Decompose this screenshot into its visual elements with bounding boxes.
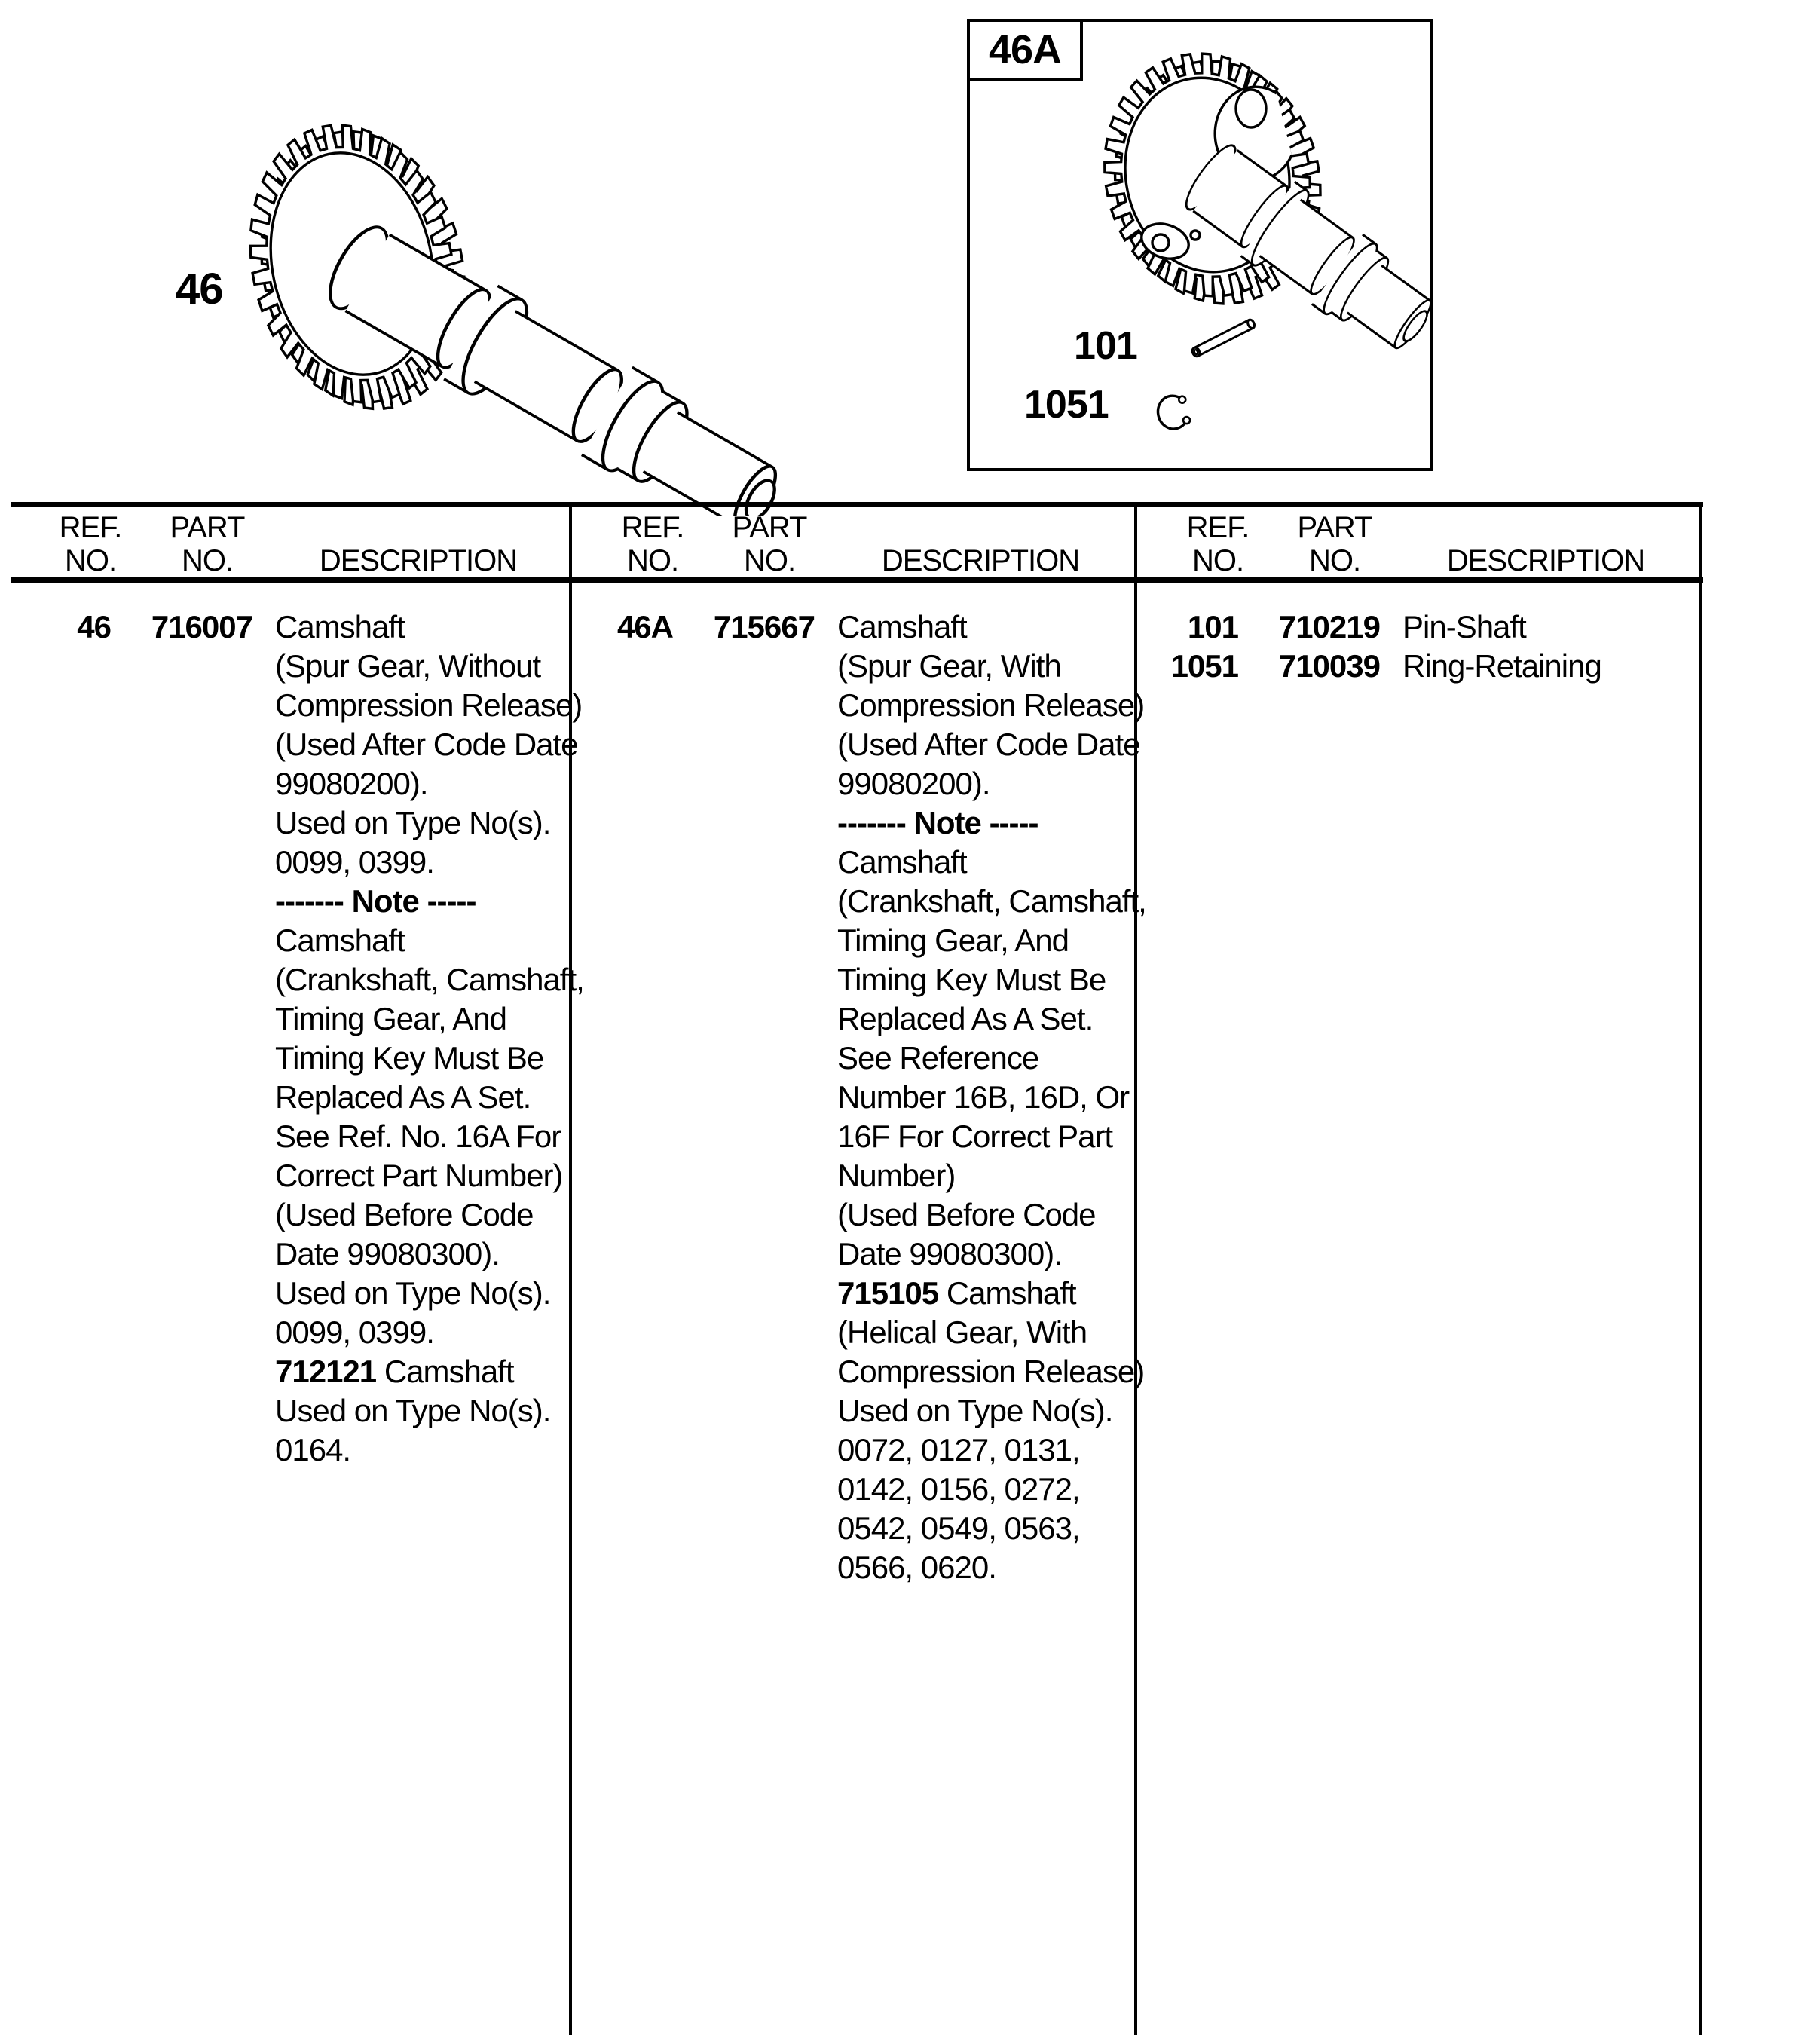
parts-column-2: [574, 607, 1146, 1587]
description-line: Replaced As A Set.: [275, 1079, 531, 1115]
header-part-line1: PART: [732, 511, 807, 544]
part-no-cell: 715667: [713, 609, 815, 644]
description-line: 99080200).: [837, 766, 990, 801]
description-line: (Spur Gear, Without: [275, 648, 541, 684]
description-line: 0542, 0549, 0563,: [837, 1510, 1080, 1546]
figure-46a-label-text: 46A: [988, 27, 1062, 72]
header-ref-line2: NO.: [64, 544, 117, 577]
description-line: 712121 Camshaft: [275, 1354, 514, 1389]
description-line: 715105 Camshaft: [837, 1275, 1076, 1311]
table-header-col3: [1139, 511, 1698, 579]
parts-column-1: [11, 607, 584, 1470]
description-line: (Used After Code Date: [275, 727, 578, 762]
description-line: (Used After Code Date: [837, 727, 1140, 762]
description-line: 99080200).: [275, 766, 428, 801]
description-line: Timing Gear, And: [837, 923, 1069, 958]
description-line: 0072, 0127, 0131,: [837, 1432, 1080, 1467]
ref-no-cell: 46A: [616, 609, 673, 644]
description-line: Compression Release): [275, 687, 583, 723]
header-description: DESCRIPTION: [881, 544, 1080, 577]
header-description: DESCRIPTION: [1446, 544, 1645, 577]
description-line: Date 99080300).: [275, 1236, 500, 1271]
retaining-ring-icon: [1155, 393, 1191, 431]
description-line: ------- Note -----: [275, 883, 476, 919]
figure-46a-label: [970, 22, 1083, 81]
description-line: 0099, 0399.: [275, 1314, 434, 1350]
ring-1051-callout: 1051: [1024, 383, 1109, 427]
description-line: Pin-Shaft: [1402, 609, 1526, 644]
ref-no-cell: 1051: [1170, 648, 1238, 684]
ref-no-cell: 46: [77, 609, 111, 644]
description-line: 0164.: [275, 1432, 351, 1467]
header-part-no: [1283, 511, 1386, 577]
table-row: [1139, 607, 1698, 647]
description-line: (Used Before Code: [837, 1197, 1096, 1232]
description-cell: [275, 607, 584, 1470]
description-line: ------- Note -----: [837, 805, 1038, 840]
parts-column-3: [1139, 607, 1698, 686]
figure-46a-inset-box: [967, 19, 1433, 471]
description-line: Camshaft: [837, 609, 967, 644]
description-line: 16F For Correct Part: [837, 1118, 1113, 1154]
header-ref-line1: REF.: [621, 511, 684, 544]
header-ref-no: [45, 511, 136, 577]
description-line: Ring-Retaining: [1402, 648, 1601, 684]
description-line: (Crankshaft, Camshaft,: [837, 883, 1146, 919]
header-part-line2: NO.: [743, 544, 796, 577]
part-no-cell: 710039: [1278, 648, 1380, 684]
table-header-col1: [11, 511, 570, 579]
description-line: Used on Type No(s).: [837, 1393, 1113, 1428]
pin-101-callout: 101: [1074, 324, 1137, 368]
description-line: 0099, 0399.: [275, 844, 434, 880]
header-ref-line2: NO.: [626, 544, 679, 577]
header-description: DESCRIPTION: [319, 544, 518, 577]
description-line: Used on Type No(s).: [275, 1275, 551, 1311]
header-ref-line2: NO.: [1191, 544, 1244, 577]
description-cell: [1402, 607, 1526, 647]
header-ref-line1: REF.: [1186, 511, 1250, 544]
table-row: [574, 607, 1146, 1587]
description-line: 0566, 0620.: [837, 1550, 996, 1585]
description-line: Date 99080300).: [837, 1236, 1062, 1271]
description-line: Used on Type No(s).: [275, 805, 551, 840]
description-line: Camshaft: [275, 609, 405, 644]
description-line: Used on Type No(s).: [275, 1393, 551, 1428]
description-line: Number): [837, 1158, 956, 1193]
table-top-border: [11, 502, 1703, 507]
description-line: Number 16B, 16D, Or: [837, 1079, 1130, 1115]
table-header-col2: [574, 511, 1133, 579]
header-ref-no: [1173, 511, 1263, 577]
description-line: Correct Part Number): [275, 1158, 563, 1193]
description-line: Compression Release): [837, 687, 1145, 723]
description-line: Timing Key Must Be: [837, 962, 1106, 997]
part-no-cell: 710219: [1278, 609, 1380, 644]
description-cell: [1402, 647, 1601, 686]
description-line: (Helical Gear, With: [837, 1314, 1087, 1350]
header-part-no: [718, 511, 821, 577]
description-line: Timing Key Must Be: [275, 1040, 544, 1076]
ref-no-cell: 101: [1187, 609, 1238, 644]
description-line: Camshaft: [275, 923, 405, 958]
header-ref-no: [607, 511, 698, 577]
header-part-no: [156, 511, 258, 577]
description-line: Compression Release): [837, 1354, 1145, 1389]
description-line: (Crankshaft, Camshaft,: [275, 962, 584, 997]
table-row: [11, 607, 584, 1470]
description-cell: [837, 607, 1146, 1587]
description-line: (Used Before Code: [275, 1197, 534, 1232]
part-no-cell: 716007: [151, 609, 252, 644]
header-ref-line1: REF.: [59, 511, 122, 544]
description-line: Replaced As A Set.: [837, 1001, 1094, 1036]
description-line: See Reference: [837, 1040, 1039, 1076]
description-line: See Ref. No. 16A For: [275, 1118, 561, 1154]
description-line: Camshaft: [837, 844, 967, 880]
camshaft-figure-46-illustration: [90, 34, 844, 516]
header-part-line2: NO.: [181, 544, 234, 577]
header-part-line1: PART: [170, 511, 245, 544]
description-line: Timing Gear, And: [275, 1001, 506, 1036]
header-part-line1: PART: [1297, 511, 1372, 544]
table-right-border: [1699, 502, 1702, 2035]
description-line: (Spur Gear, With: [837, 648, 1061, 684]
figure-46-label: 46: [176, 265, 223, 314]
pin-shaft-icon: [1191, 319, 1256, 358]
table-row: [1139, 647, 1698, 686]
description-line: 0142, 0156, 0272,: [837, 1471, 1080, 1507]
header-part-line2: NO.: [1308, 544, 1361, 577]
